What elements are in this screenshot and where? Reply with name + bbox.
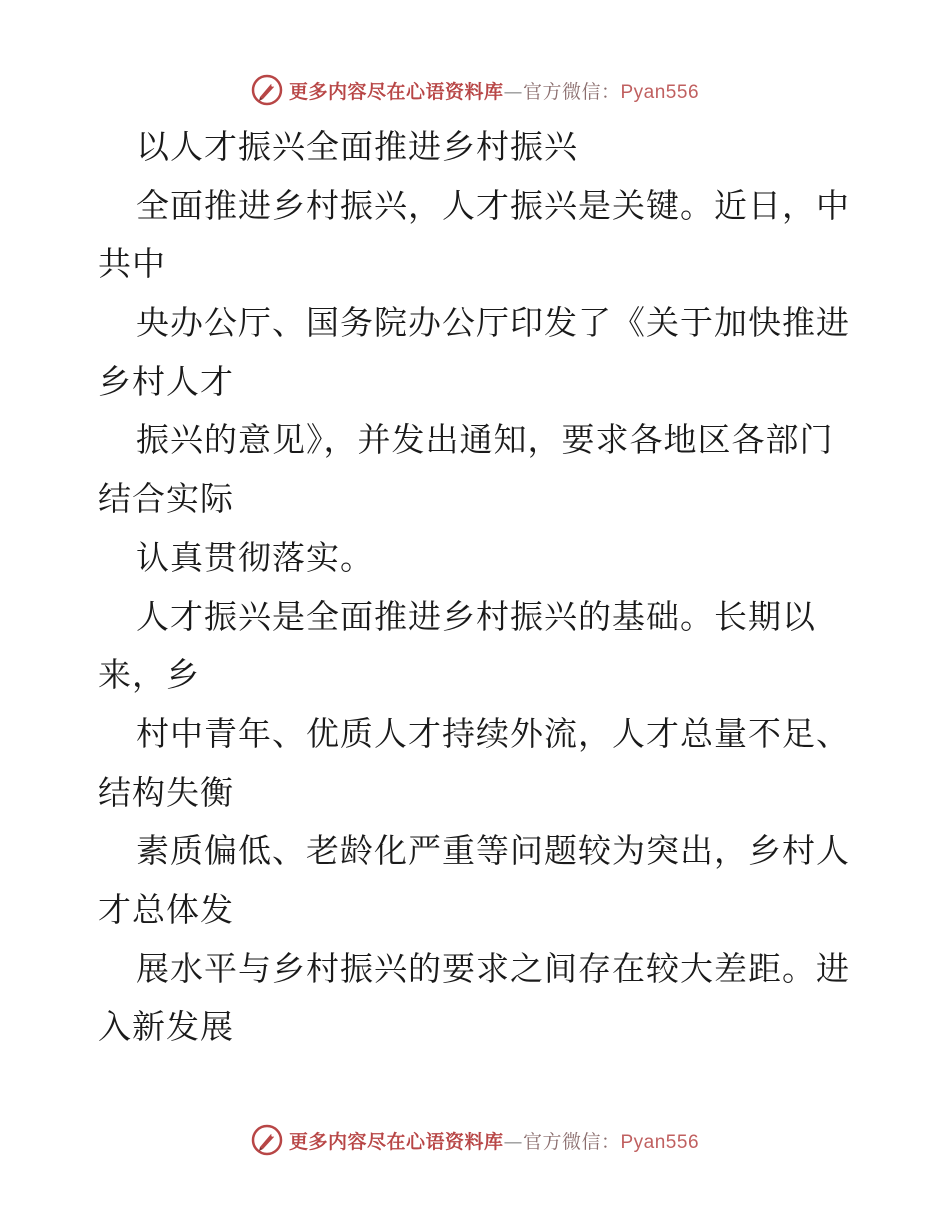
watermark-brand: 更多内容尽在心语资料库: [288, 80, 504, 103]
text-line: 人才振兴是全面推进乡村振兴的基础。长期以: [136, 596, 816, 636]
pen-logo-icon: [251, 1124, 283, 1156]
watermark-separator: —: [503, 80, 523, 103]
text-line: 来，乡: [98, 655, 200, 695]
text-line: 结合实际: [98, 479, 234, 519]
text-line: 展水平与乡村振兴的要求之间存在较大差距。进: [136, 948, 850, 988]
document-title: 以人才振兴全面推进乡村振兴: [136, 127, 578, 166]
footer-watermark: [0, 1120, 950, 1160]
watermark-contact-label: 官方微信：: [522, 1130, 621, 1153]
text-line: 共中: [98, 244, 166, 284]
watermark-text: [289, 1127, 699, 1154]
text-line: 村中青年、优质人才持续外流，人才总量不足、: [136, 713, 850, 753]
header-watermark: [0, 70, 950, 110]
watermark-brand: 更多内容尽在心语资料库: [288, 1130, 504, 1153]
text-line: 认真贯彻落实。: [136, 537, 374, 577]
text-line: 乡村人才: [98, 361, 234, 401]
document-body: [98, 118, 858, 1057]
text-line: 振兴的意见》，并发出通知，要求各地区各部门: [136, 420, 834, 460]
watermark-wechat-id: Pyan556: [620, 1131, 700, 1153]
text-line: 入新发展: [98, 1007, 234, 1047]
watermark-separator: —: [503, 1130, 523, 1153]
text-line: 才总体发: [98, 889, 234, 929]
watermark-contact-label: 官方微信：: [522, 80, 621, 103]
pen-logo-icon: [251, 74, 283, 106]
watermark-text: [289, 77, 699, 104]
text-line: 素质偏低、老龄化严重等问题较为突出，乡村人: [136, 831, 850, 871]
watermark-wechat-id: Pyan556: [620, 81, 700, 103]
text-line: 全面推进乡村振兴，人才振兴是关键。近日，中: [136, 185, 850, 225]
text-line: 央办公厅、国务院办公厅印发了《关于加快推进: [136, 303, 850, 343]
text-line: 结构失衡: [98, 772, 234, 812]
